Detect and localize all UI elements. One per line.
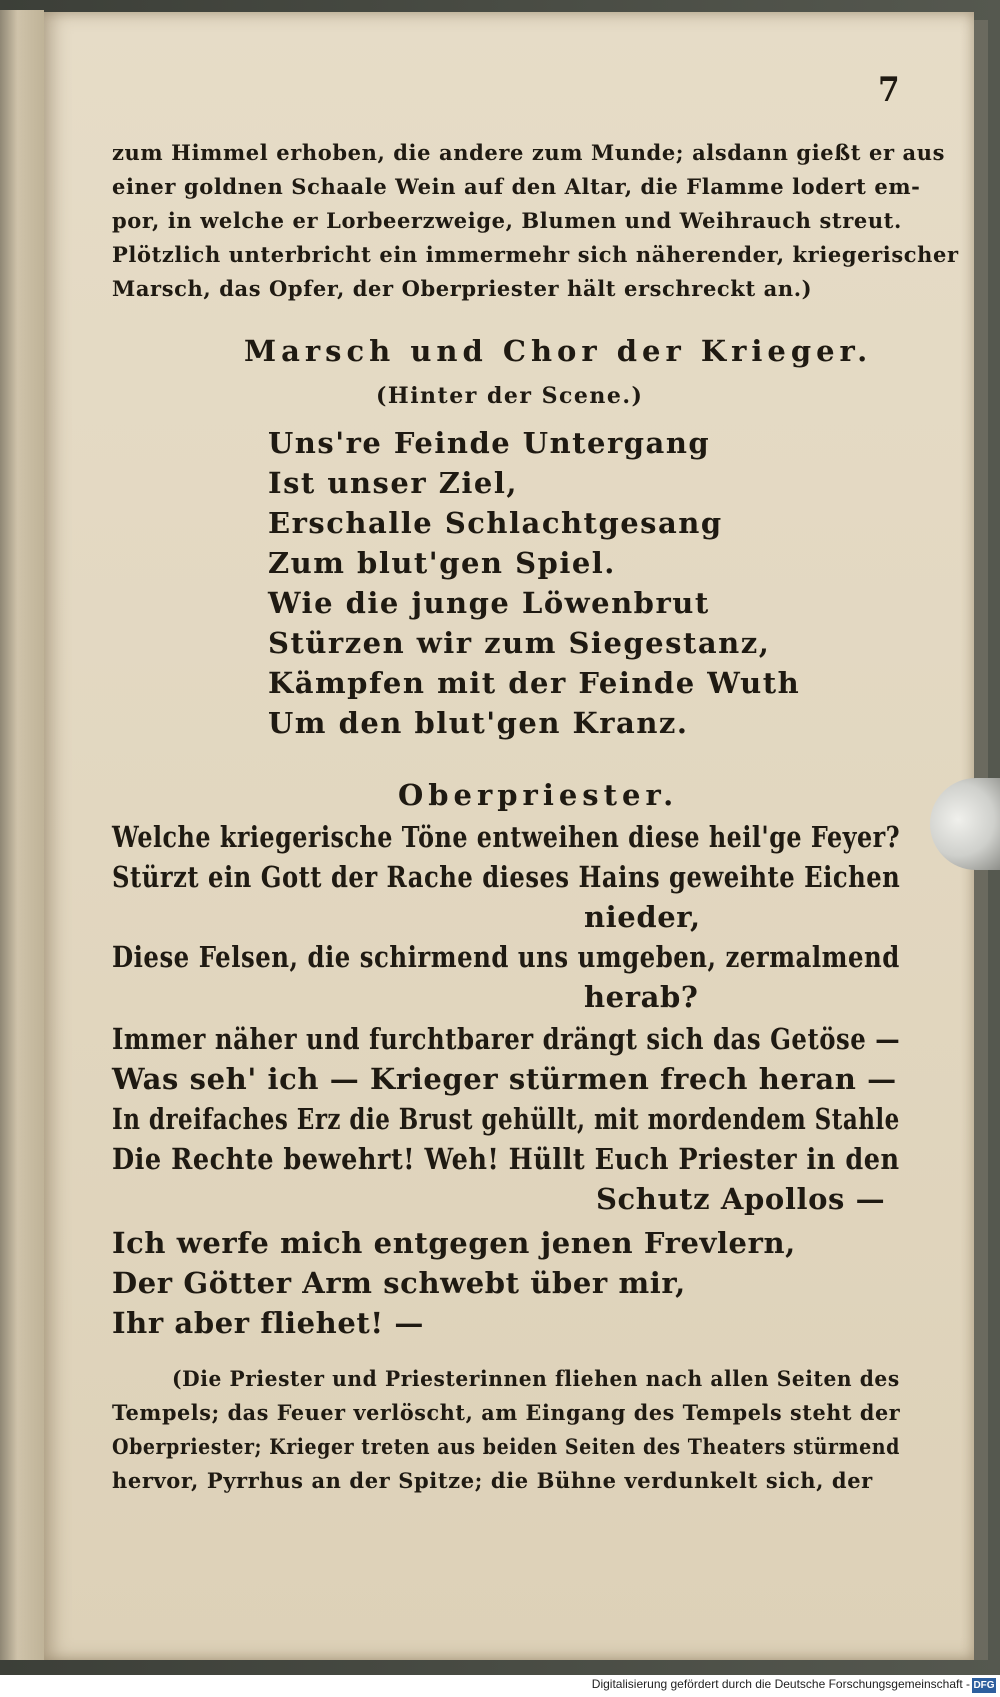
opening-direction-line-3: por, in welche er Lorbeerzweige, Blumen und Weihrauch streut.	[112, 208, 902, 233]
verse-line-1: Uns're Feinde Untergang	[268, 426, 711, 460]
speech-line-2: Stürzt ein Gott der Rache dieses Hains geweihte Eichen	[112, 860, 901, 894]
verse-line-5: Wie die junge Löwenbrut	[268, 586, 710, 620]
closing-direction-line-1: (Die Priester und Priesterinnen fliehen nach allen Seiten des	[172, 1366, 900, 1391]
speech-line-4: Diese Felsen, die schirmend uns umgeben, zermalmend	[112, 940, 900, 974]
verse-line-3: Erschalle Schlachtgesang	[268, 506, 723, 540]
speech-line-1: Welche kriegerische Töne entweihen diese heil'ge Feyer?	[112, 820, 901, 854]
closing-direction-line-2: Tempels; das Feuer verlöscht, am Eingang des Tempels steht der	[112, 1400, 901, 1425]
verse-line-6: Stürzen wir zum Siegestanz,	[268, 626, 771, 660]
closing-direction-line-4: hervor, Pyrrhus an der Spitze; die Bühne verdunkelt sich, der	[112, 1468, 873, 1493]
speaker-name: Oberpriester.	[398, 778, 679, 812]
verse-line-4: Zum blut'gen Spiel.	[268, 546, 616, 580]
closing-direction-line-3: Oberpriester; Krieger treten aus beiden Seiten des Theaters stürmend	[112, 1434, 900, 1459]
opening-direction-line-4: Plötzlich unterbricht ein immermehr sich näherender, kriegerischer	[112, 242, 959, 267]
page-number: 7	[878, 70, 901, 110]
verse-line-7: Kämpfen mit der Feinde Wuth	[268, 666, 801, 700]
opening-direction-line-2: einer goldnen Schaale Wein auf den Altar, die Flamme lodert em-	[112, 174, 921, 199]
speech-line-11: Ich werfe mich entgegen jenen Frevlern,	[112, 1226, 796, 1260]
chorus-heading: Marsch und Chor der Krieger.	[244, 334, 873, 368]
footer-bar	[0, 1675, 1000, 1697]
speech-line-7: Was seh' ich — Krieger stürmen frech heran —	[112, 1062, 897, 1096]
verse-line-2: Ist unser Ziel,	[268, 466, 518, 500]
speech-line-13: Ihr aber fliehet! —	[112, 1306, 425, 1340]
opening-direction-line-1: zum Himmel erhoben, die andere zum Munde; alsdann gießt er aus	[112, 140, 946, 165]
dfg-logo: DFG	[973, 1680, 995, 1691]
verse-line-8: Um den blut'gen Kranz.	[268, 706, 689, 740]
speech-line-12: Der Götter Arm schwebt über mir,	[112, 1266, 686, 1300]
opening-direction-line-5: Marsch, das Opfer, der Oberpriester hält erschreckt an.)	[112, 276, 813, 301]
speech-line-8: In dreifaches Erz die Brust gehüllt, mit mordendem Stahle	[112, 1102, 900, 1136]
speech-line-5: herab?	[584, 980, 699, 1014]
speech-line-3: nieder,	[584, 900, 701, 934]
left-page-edge	[0, 10, 44, 1660]
chorus-stage-note: (Hinter der Scene.)	[376, 383, 644, 409]
speech-line-9: Die Rechte bewehrt! Weh! Hüllt Euch Priester in den	[112, 1142, 900, 1176]
speech-line-10: Schutz Apollos —	[596, 1182, 886, 1216]
footer-credit: Digitalisierung gefördert durch die Deutsche Forschungsgemeinschaft -	[591, 1677, 970, 1691]
speech-line-6: Immer näher und furchtbarer drängt sich das Getöse —	[112, 1022, 901, 1056]
